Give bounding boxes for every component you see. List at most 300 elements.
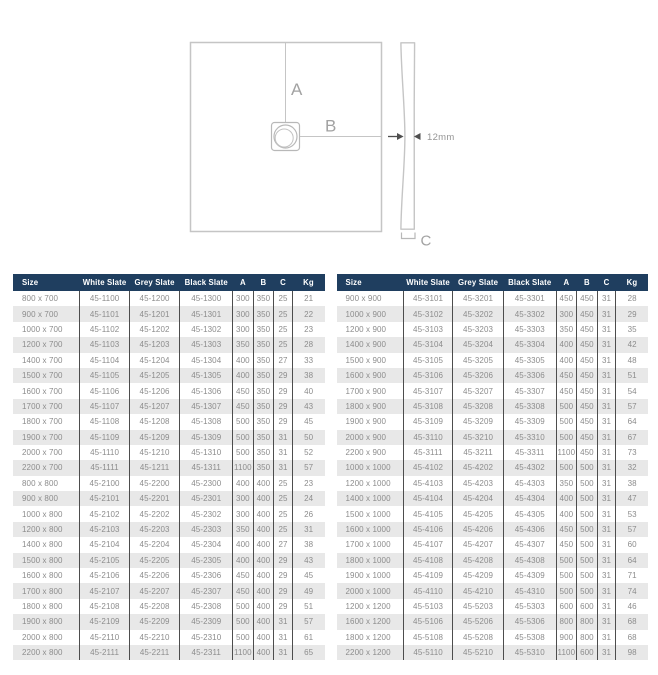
table-cell: 45-3309 (503, 414, 556, 429)
table-cell: 45-3206 (453, 368, 504, 383)
table-cell: 45-1206 (129, 383, 180, 398)
table-cell: 57 (627, 401, 637, 411)
table-cell: 1800 x 900 (337, 399, 404, 414)
table-cell: 450 (577, 306, 598, 321)
table-cell: 1400 x 800 (13, 537, 80, 552)
table-cell: 29 (274, 568, 293, 583)
table-cell: 1500 x 1000 (337, 506, 404, 521)
table-cell: 450 (577, 399, 598, 414)
table-cell: 350 (253, 368, 274, 383)
column-header: Size (337, 274, 404, 291)
table-cell: 45 (304, 571, 314, 581)
table-cell: 2000 x 800 (13, 630, 80, 645)
table-cell: 350 (253, 445, 274, 460)
table-cell: 45-1107 (80, 399, 129, 414)
column-header: Grey Slate (129, 274, 180, 291)
table-cell: 45-1105 (80, 368, 129, 383)
table-cell: 31 (597, 568, 616, 583)
table-cell: 45-4110 (403, 583, 452, 598)
table-cell: 1500 x 800 (13, 553, 80, 568)
table-cell: 450 (556, 383, 577, 398)
table-cell: 22 (304, 309, 314, 319)
table-cell: 45-1210 (129, 445, 180, 460)
table-cell: 45-4104 (403, 491, 452, 506)
dimension-bracket-c (402, 233, 416, 239)
table-cell: 45-1200 (129, 291, 180, 306)
table-row (13, 306, 325, 321)
table-cell: 400 (233, 368, 254, 383)
table-cell: 31 (597, 476, 616, 491)
table-cell: 45-4102 (403, 460, 452, 475)
table-cell: 31 (597, 553, 616, 568)
table-cell: 45-5303 (503, 599, 556, 614)
table-cell: 45-1110 (80, 445, 129, 460)
table-cell: 29 (274, 399, 293, 414)
table-row (337, 583, 649, 598)
table-cell: 47 (627, 494, 637, 504)
table-cell: 900 (556, 630, 577, 645)
table-cell: 45-4205 (453, 506, 504, 521)
column-header: White Slate (80, 274, 129, 291)
table-cell: 31 (274, 614, 293, 629)
column-header: A (556, 274, 577, 291)
table-cell: 1600 x 900 (337, 368, 404, 383)
table-cell: 45-3201 (453, 291, 504, 306)
table-cell: 450 (577, 430, 598, 445)
table-cell: 60 (627, 540, 637, 550)
table-cell: 45-1300 (180, 291, 233, 306)
table-cell: 450 (577, 291, 598, 306)
table-row (13, 506, 325, 521)
table-cell: 25 (274, 522, 293, 537)
table-cell: 2000 x 900 (337, 430, 404, 445)
table-cell: 45-4107 (403, 537, 452, 552)
table-cell: 31 (597, 414, 616, 429)
table-cell: 35 (627, 324, 637, 334)
table-cell: 600 (577, 645, 598, 660)
table-cell: 500 (577, 568, 598, 583)
table-cell: 1000 x 700 (13, 322, 80, 337)
table-cell: 45-3303 (503, 322, 556, 337)
table-cell: 450 (577, 414, 598, 429)
table-cell: 45-3207 (453, 383, 504, 398)
table-cell: 45-2303 (180, 522, 233, 537)
table-cell: 350 (253, 306, 274, 321)
table-cell: 350 (253, 430, 274, 445)
table-cell: 25 (274, 506, 293, 521)
table-row (337, 537, 649, 552)
table-cell: 800 (577, 614, 598, 629)
table-cell: 1200 x 700 (13, 337, 80, 352)
table-cell: 57 (304, 617, 314, 627)
table-cell: 45-1304 (180, 353, 233, 368)
table-row (337, 383, 649, 398)
table-cell: 43 (304, 555, 314, 565)
table-cell: 350 (233, 337, 254, 352)
table-cell: 45-1203 (129, 337, 180, 352)
table-cell: 40 (304, 386, 314, 396)
table-cell: 45-5310 (503, 645, 556, 660)
table-cell: 350 (253, 353, 274, 368)
table-cell: 67 (627, 432, 637, 442)
table-cell: 38 (627, 478, 637, 488)
table-cell: 350 (253, 322, 274, 337)
table-cell: 45-1305 (180, 368, 233, 383)
table-cell: 45-4103 (403, 476, 452, 491)
table-cell: 71 (627, 571, 637, 581)
table-cell: 500 (556, 553, 577, 568)
table-cell: 400 (253, 630, 274, 645)
table-cell: 600 (556, 599, 577, 614)
table-cell: 45-4210 (453, 583, 504, 598)
table-cell: 45-4106 (403, 522, 452, 537)
table-cell: 45-4207 (453, 537, 504, 552)
table-cell: 45-4307 (503, 537, 556, 552)
table-cell: 68 (627, 632, 637, 642)
table-cell: 2000 x 1000 (337, 583, 404, 598)
table-cell: 45-1109 (80, 430, 129, 445)
table-row (13, 353, 325, 368)
table-cell: 31 (597, 399, 616, 414)
table-cell: 300 (233, 491, 254, 506)
table-cell: 23 (304, 324, 314, 334)
table-cell: 45-2210 (129, 630, 180, 645)
table-row (13, 368, 325, 383)
table-cell: 45 (304, 417, 314, 427)
table-cell: 300 (556, 306, 577, 321)
table-cell: 45-2301 (180, 491, 233, 506)
table-cell: 450 (233, 383, 254, 398)
table-cell: 29 (274, 553, 293, 568)
table-cell: 73 (627, 448, 637, 458)
table-cell: 300 (233, 506, 254, 521)
table-cell: 31 (597, 353, 616, 368)
table-cell: 31 (597, 430, 616, 445)
table-cell: 49 (304, 586, 314, 596)
table-row (13, 322, 325, 337)
table-cell: 350 (253, 291, 274, 306)
table-cell: 45-2203 (129, 522, 180, 537)
table-cell: 45-1306 (180, 383, 233, 398)
table-cell: 45-3109 (403, 414, 452, 429)
table-cell: 45-3311 (503, 445, 556, 460)
table-cell: 500 (233, 614, 254, 629)
table-cell: 45-5306 (503, 614, 556, 629)
table-cell: 31 (274, 445, 293, 460)
table-row (337, 353, 649, 368)
table-cell: 52 (304, 448, 314, 458)
table-cell: 45-4105 (403, 506, 452, 521)
table-cell: 31 (597, 537, 616, 552)
table-cell: 29 (274, 383, 293, 398)
table-cell: 1700 x 700 (13, 399, 80, 414)
table-cell: 25 (274, 476, 293, 491)
table-cell: 45-2207 (129, 583, 180, 598)
table-cell: 45-2101 (80, 491, 129, 506)
table-cell: 31 (597, 383, 616, 398)
table-cell: 450 (233, 583, 254, 598)
table-cell: 450 (556, 291, 577, 306)
table-row (13, 491, 325, 506)
table-cell: 1800 x 800 (13, 599, 80, 614)
table-cell: 1000 x 1000 (337, 460, 404, 475)
table-cell: 1200 x 1000 (337, 476, 404, 491)
table-cell: 45-1108 (80, 414, 129, 429)
table-cell: 1400 x 700 (13, 353, 80, 368)
table-cell: 31 (597, 599, 616, 614)
table-cell: 45-5106 (403, 614, 452, 629)
table-cell: 2000 x 700 (13, 445, 80, 460)
table-cell: 45-1103 (80, 337, 129, 352)
table-row (13, 430, 325, 445)
table-cell: 45-5308 (503, 630, 556, 645)
table-cell: 450 (577, 383, 598, 398)
table-cell: 400 (556, 337, 577, 352)
drain-icon (272, 123, 300, 151)
table-row (13, 583, 325, 598)
table-cell: 800 (556, 614, 577, 629)
size-tables (13, 274, 648, 660)
table-row (13, 537, 325, 552)
table-cell: 1100 (556, 445, 577, 460)
table-cell: 900 x 900 (337, 291, 404, 306)
table-cell: 28 (304, 340, 314, 350)
table-cell: 1400 x 900 (337, 337, 404, 352)
table-row (13, 645, 325, 660)
table-cell: 1000 x 900 (337, 306, 404, 321)
table-cell: 600 (577, 599, 598, 614)
table-cell: 45-1211 (129, 460, 180, 475)
table-cell: 45-4305 (503, 506, 556, 521)
table-cell: 500 (233, 445, 254, 460)
table-cell: 500 (577, 553, 598, 568)
table-cell: 300 (233, 306, 254, 321)
table-cell: 400 (253, 645, 274, 660)
table-row (337, 306, 649, 321)
table-cell: 45-3108 (403, 399, 452, 414)
table-cell: 98 (627, 648, 637, 658)
table-cell: 21 (304, 294, 314, 304)
table-row (337, 445, 649, 460)
table-row (337, 553, 649, 568)
table-cell: 45-3209 (453, 414, 504, 429)
header-row (13, 274, 325, 291)
table-row (13, 337, 325, 352)
table-cell: 350 (556, 322, 577, 337)
table-cell: 1600 x 1000 (337, 522, 404, 537)
table-cell: 45-2102 (80, 506, 129, 521)
table-cell: 45-3103 (403, 322, 452, 337)
table-cell: 29 (627, 309, 637, 319)
table-cell: 500 (577, 537, 598, 552)
table-cell: 68 (627, 617, 637, 627)
table-cell: 45-4310 (503, 583, 556, 598)
table-cell: 400 (556, 506, 577, 521)
table-cell: 31 (597, 645, 616, 660)
table-cell: 45-2211 (129, 645, 180, 660)
header-row (337, 274, 649, 291)
table-cell: 45-2108 (80, 599, 129, 614)
table-cell: 57 (304, 463, 314, 473)
table-cell: 2200 x 1200 (337, 645, 404, 660)
table-cell: 45-3105 (403, 353, 452, 368)
table-cell: 500 (577, 460, 598, 475)
table-cell: 450 (577, 353, 598, 368)
table-cell: 57 (627, 525, 637, 535)
table-cell: 45-4108 (403, 553, 452, 568)
table-cell: 53 (627, 509, 637, 519)
table-cell: 31 (597, 491, 616, 506)
table-cell: 500 (233, 430, 254, 445)
table-cell: 45-1308 (180, 414, 233, 429)
table-cell: 45-2302 (180, 506, 233, 521)
table-cell: 29 (274, 368, 293, 383)
table-cell: 45-1100 (80, 291, 129, 306)
table-cell: 900 x 800 (13, 491, 80, 506)
table-cell: 45-4308 (503, 553, 556, 568)
column-header: Black Slate (503, 274, 556, 291)
table-cell: 45-3202 (453, 306, 504, 321)
table-cell: 1800 x 1000 (337, 553, 404, 568)
table-row (337, 491, 649, 506)
table-cell: 31 (597, 522, 616, 537)
table-cell: 45-4206 (453, 522, 504, 537)
table-cell: 45-5203 (453, 599, 504, 614)
table-cell: 45-4302 (503, 460, 556, 475)
table-row (337, 460, 649, 475)
table-cell: 45-3208 (453, 399, 504, 414)
table-row (13, 399, 325, 414)
table-cell: 45-1104 (80, 353, 129, 368)
table-cell: 27 (274, 537, 293, 552)
table-cell: 500 (577, 583, 598, 598)
table-cell: 400 (253, 491, 274, 506)
table-cell: 29 (274, 414, 293, 429)
table-cell: 45-3306 (503, 368, 556, 383)
table-cell: 25 (274, 306, 293, 321)
table-cell: 25 (274, 291, 293, 306)
table-cell: 800 x 700 (13, 291, 80, 306)
column-header: B (253, 274, 274, 291)
table-cell: 1200 x 800 (13, 522, 80, 537)
table-cell: 45-1202 (129, 322, 180, 337)
product-dimension-diagram (0, 0, 658, 274)
table-cell: 900 x 700 (13, 306, 80, 321)
table-cell: 45-3210 (453, 430, 504, 445)
table-cell: 45-2311 (180, 645, 233, 660)
table-cell: 400 (233, 537, 254, 552)
table-cell: 400 (233, 353, 254, 368)
table-cell: 23 (304, 478, 314, 488)
dimension-label-c: C (420, 232, 432, 250)
table-cell: 25 (274, 491, 293, 506)
table-cell: 45-2106 (80, 568, 129, 583)
column-header: Kg (616, 274, 648, 291)
table-cell: 45-3106 (403, 368, 452, 383)
column-header: Size (13, 274, 80, 291)
table-cell: 31 (274, 430, 293, 445)
table-cell: 500 (577, 506, 598, 521)
table-cell: 2200 x 800 (13, 645, 80, 660)
table-cell: 31 (597, 445, 616, 460)
size-table-900-1200-series (337, 274, 649, 660)
table-cell: 450 (556, 522, 577, 537)
table-cell: 45-4306 (503, 522, 556, 537)
table-cell: 45-4208 (453, 553, 504, 568)
table-cell: 25 (274, 322, 293, 337)
table-cell: 500 (556, 460, 577, 475)
table-cell: 45-3203 (453, 322, 504, 337)
table-cell: 29 (274, 599, 293, 614)
table-row (337, 337, 649, 352)
table-row (13, 568, 325, 583)
table-cell: 31 (597, 322, 616, 337)
table-cell: 400 (556, 491, 577, 506)
table-cell: 43 (304, 401, 314, 411)
table-row (13, 476, 325, 491)
table-cell: 45-2304 (180, 537, 233, 552)
table-cell: 31 (597, 368, 616, 383)
column-header: White Slate (403, 274, 452, 291)
table-cell: 400 (253, 476, 274, 491)
table-cell: 45-1201 (129, 306, 180, 321)
table-cell: 45-3302 (503, 306, 556, 321)
table-cell: 800 (577, 630, 598, 645)
table-cell: 2200 x 900 (337, 445, 404, 460)
table-cell: 45-2306 (180, 568, 233, 583)
thickness-arrow-left-icon (397, 133, 404, 140)
column-header: C (274, 274, 293, 291)
table-cell: 1900 x 800 (13, 614, 80, 629)
table-cell: 31 (597, 506, 616, 521)
table-cell: 45-1307 (180, 399, 233, 414)
table-cell: 46 (627, 602, 637, 611)
table-cell: 1900 x 900 (337, 414, 404, 429)
table-cell: 45-3204 (453, 337, 504, 352)
table-cell: 45-2109 (80, 614, 129, 629)
table-cell: 45-1204 (129, 353, 180, 368)
table-cell: 31 (597, 583, 616, 598)
table-cell: 500 (233, 599, 254, 614)
table-row (337, 599, 649, 614)
table-cell: 1800 x 1200 (337, 630, 404, 645)
table-cell: 45-1102 (80, 322, 129, 337)
table-cell: 31 (597, 614, 616, 629)
table-cell: 45-3110 (403, 430, 452, 445)
table-cell: 500 (233, 414, 254, 429)
table-cell: 1600 x 1200 (337, 614, 404, 629)
table-cell: 61 (304, 632, 314, 642)
tray-side-view-outline (401, 43, 415, 229)
table-cell: 45-2201 (129, 491, 180, 506)
table-cell: 45-1309 (180, 430, 233, 445)
table-cell: 45-3107 (403, 383, 452, 398)
table-row (13, 291, 325, 306)
table-row (13, 414, 325, 429)
table-cell: 45-4203 (453, 476, 504, 491)
table-row (13, 599, 325, 614)
table-cell: 45-3205 (453, 353, 504, 368)
table-cell: 45-2104 (80, 537, 129, 552)
table-cell: 31 (597, 306, 616, 321)
table-cell: 400 (556, 353, 577, 368)
table-cell: 45-3307 (503, 383, 556, 398)
table-row (337, 368, 649, 383)
table-row (13, 445, 325, 460)
table-cell: 1700 x 900 (337, 383, 404, 398)
table-cell: 500 (556, 583, 577, 598)
table-cell: 1000 x 800 (13, 506, 80, 521)
